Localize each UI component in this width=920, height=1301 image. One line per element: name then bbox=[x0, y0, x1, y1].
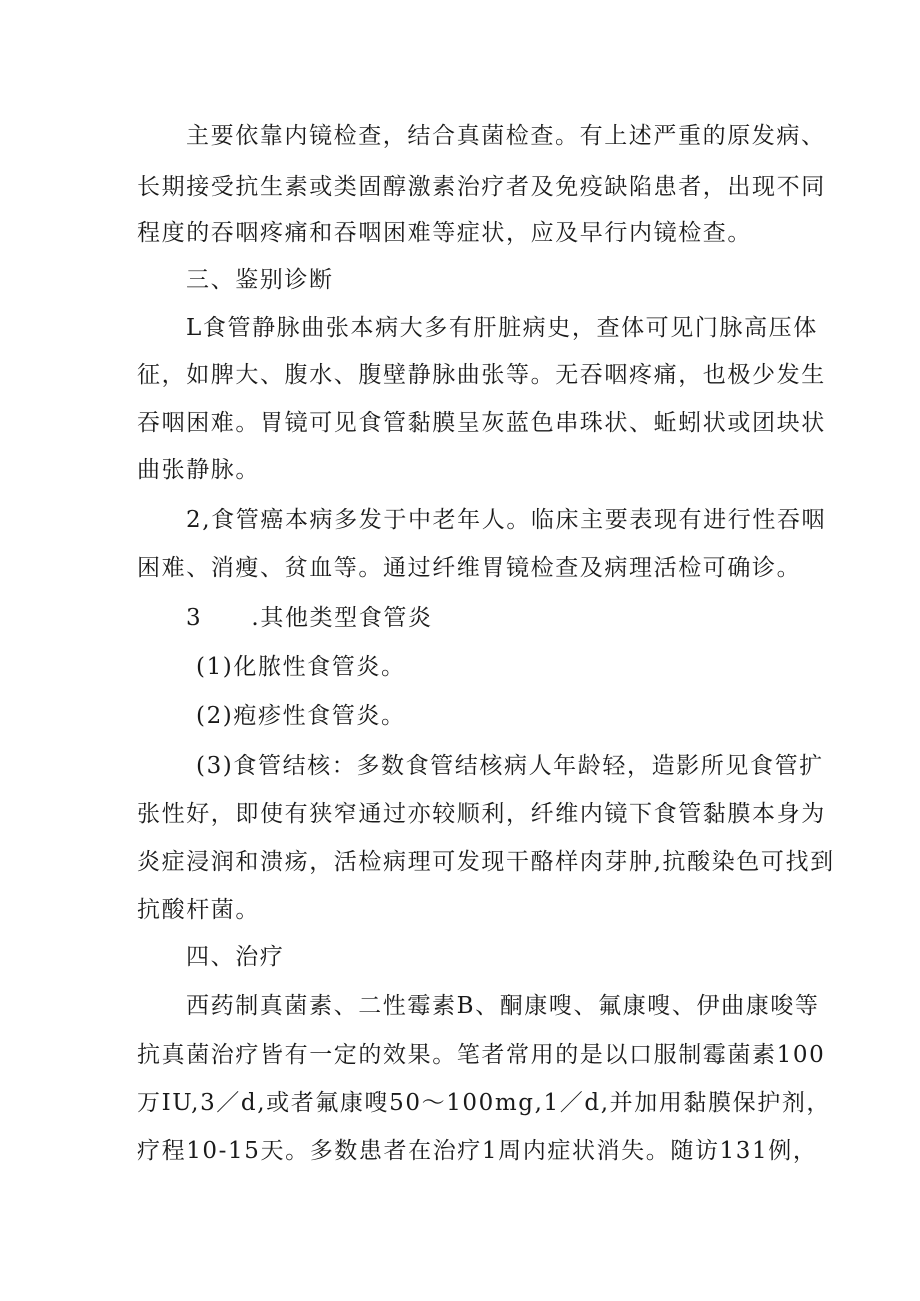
section-heading: 四、治疗 bbox=[186, 944, 285, 970]
paragraph-line: 征，如脾大、腹水、腹壁静脉曲张等。无吞咽疼痛，也极少发生 bbox=[137, 362, 826, 388]
section-heading: 三、鉴别诊断 bbox=[186, 267, 334, 293]
paragraph-line: 困难、消瘦、贫血等。通过纤维胃镜检查及病理活检可确诊。 bbox=[137, 555, 802, 581]
paragraph-line: 主要依靠内镜检查，结合真菌检查。有上述严重的原发病、 bbox=[186, 123, 826, 149]
paragraph-line: 曲张静脉。 bbox=[137, 457, 260, 483]
list-heading: 3 .其他类型食管炎 bbox=[186, 605, 433, 631]
paragraph-line: 2,食管癌本病多发于中老年人。临床主要表现有进行性吞咽 bbox=[186, 507, 827, 533]
paragraph-line: 疗程10-15天。多数患者在治疗1周内症状消失。随访131例， bbox=[137, 1138, 818, 1164]
paragraph-line: 吞咽困难。胃镜可见食管黏膜呈灰蓝色串珠状、蚯蚓状或团块状 bbox=[137, 410, 826, 436]
paragraph-line: 程度的吞咽疼痛和吞咽困难等症状，应及早行内镜检查。 bbox=[137, 220, 752, 246]
paragraph-line: L食管静脉曲张本病大多有肝脏病史，查体可见门脉高压体 bbox=[186, 315, 818, 341]
list-item: (2)疱疹性食管炎。 bbox=[196, 703, 406, 729]
paragraph-line: 抗真菌治疗皆有一定的效果。笔者常用的是以口服制霉菌素100 bbox=[137, 1042, 826, 1068]
paragraph-line: 张性好，即使有狭窄通过亦较顺利，纤维内镜下食管黏膜本身为 bbox=[137, 801, 826, 827]
paragraph-line: 西药制真菌素、二性霉素B、酮康嗖、氟康嗖、伊曲康唆等 bbox=[186, 993, 820, 1019]
list-item: (1)化脓性食管炎。 bbox=[196, 654, 406, 680]
paragraph-line: 万IU,3／d,或者氟康嗖50～100mg,1／d,并加用黏膜保护剂， bbox=[137, 1090, 832, 1116]
paragraph-line: (3)食管结核：多数食管结核病人年龄轻，造影所见食管扩 bbox=[196, 753, 824, 779]
paragraph-line: 长期接受抗生素或类固醇激素治疗者及免疫缺陷患者，出现不同 bbox=[137, 174, 826, 200]
paragraph-line: 炎症浸润和溃疡，活检病理可发现干酪样肉芽肿,抗酸染色可找到 bbox=[137, 849, 835, 875]
paragraph-line: 抗酸杆菌。 bbox=[137, 897, 260, 923]
